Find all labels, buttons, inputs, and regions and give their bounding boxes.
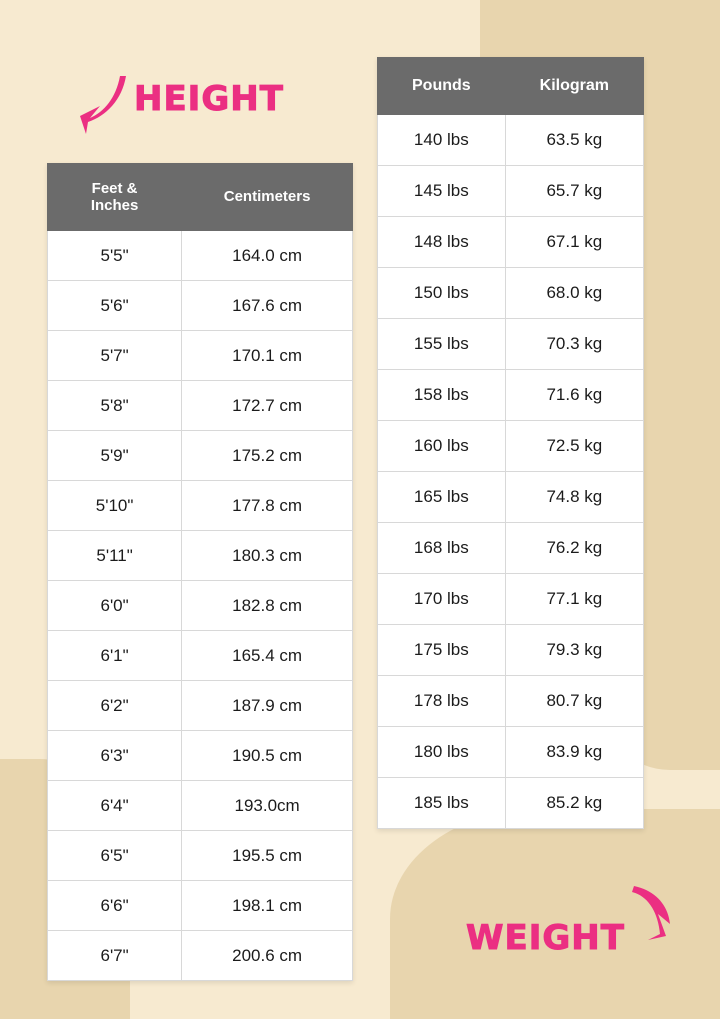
cell-centimeters: 167.6 cm	[182, 281, 353, 331]
cell-centimeters: 193.0cm	[182, 781, 353, 831]
cell-centimeters: 182.8 cm	[182, 581, 353, 631]
table-row	[48, 231, 353, 281]
table-row	[48, 931, 353, 981]
cell-pounds: 180 lbs	[378, 727, 506, 778]
table-row	[378, 268, 644, 319]
cell-centimeters: 177.8 cm	[182, 481, 353, 531]
cell-kilogram: 72.5 kg	[505, 421, 643, 472]
table-row	[378, 421, 644, 472]
cell-kilogram: 65.7 kg	[505, 166, 643, 217]
cell-centimeters: 165.4 cm	[182, 631, 353, 681]
cell-feet-inches: 6'4"	[48, 781, 182, 831]
cell-centimeters: 170.1 cm	[182, 331, 353, 381]
curved-arrow-icon-weight	[628, 884, 676, 951]
height-conversion-table	[47, 163, 353, 981]
table-row	[378, 472, 644, 523]
column-header-line2: Inches	[90, 197, 139, 214]
table-row	[48, 731, 353, 781]
column-header-pounds: Pounds	[378, 58, 506, 115]
table-header-row	[48, 164, 353, 231]
cell-centimeters: 164.0 cm	[182, 231, 353, 281]
table-row	[48, 681, 353, 731]
cell-kilogram: 80.7 kg	[505, 676, 643, 727]
cell-centimeters: 175.2 cm	[182, 431, 353, 481]
cell-pounds: 178 lbs	[378, 676, 506, 727]
cell-kilogram: 70.3 kg	[505, 319, 643, 370]
table-row	[48, 781, 353, 831]
table-row	[378, 676, 644, 727]
table-row	[378, 319, 644, 370]
cell-pounds: 158 lbs	[378, 370, 506, 421]
column-header-centimeters: Centimeters	[182, 164, 353, 231]
table-row	[48, 531, 353, 581]
table-row	[378, 115, 644, 166]
cell-centimeters: 200.6 cm	[182, 931, 353, 981]
cell-feet-inches: 6'5"	[48, 831, 182, 881]
table-row	[48, 381, 353, 431]
cell-pounds: 145 lbs	[378, 166, 506, 217]
table-row	[378, 370, 644, 421]
cell-pounds: 148 lbs	[378, 217, 506, 268]
table-header-row	[378, 58, 644, 115]
cell-centimeters: 195.5 cm	[182, 831, 353, 881]
column-header-feet-inches	[48, 164, 182, 231]
cell-feet-inches: 6'1"	[48, 631, 182, 681]
table-row	[378, 523, 644, 574]
cell-pounds: 168 lbs	[378, 523, 506, 574]
cell-pounds: 185 lbs	[378, 778, 506, 829]
cell-pounds: 160 lbs	[378, 421, 506, 472]
cell-centimeters: 172.7 cm	[182, 381, 353, 431]
column-header-line1: Feet &	[91, 179, 138, 197]
cell-pounds: 165 lbs	[378, 472, 506, 523]
cell-feet-inches: 5'9"	[48, 431, 182, 481]
cell-feet-inches: 5'8"	[48, 381, 182, 431]
table-row	[48, 881, 353, 931]
cell-centimeters: 198.1 cm	[182, 881, 353, 931]
cell-pounds: 170 lbs	[378, 574, 506, 625]
cell-kilogram: 77.1 kg	[505, 574, 643, 625]
cell-feet-inches: 5'6"	[48, 281, 182, 331]
cell-centimeters: 187.9 cm	[182, 681, 353, 731]
table-row	[48, 431, 353, 481]
cell-kilogram: 85.2 kg	[505, 778, 643, 829]
weight-section-label: WEIGHT	[466, 918, 625, 958]
cell-kilogram: 76.2 kg	[505, 523, 643, 574]
cell-kilogram: 74.8 kg	[505, 472, 643, 523]
cell-kilogram: 83.9 kg	[505, 727, 643, 778]
cell-feet-inches: 6'0"	[48, 581, 182, 631]
table-row	[378, 217, 644, 268]
weight-conversion-table	[377, 57, 644, 829]
table-row	[48, 331, 353, 381]
cell-kilogram: 67.1 kg	[505, 217, 643, 268]
table-row	[378, 625, 644, 676]
table-row	[48, 581, 353, 631]
cell-kilogram: 63.5 kg	[505, 115, 643, 166]
cell-kilogram: 79.3 kg	[505, 625, 643, 676]
table-row	[378, 166, 644, 217]
height-section-label: HEIGHT	[134, 79, 284, 119]
cell-feet-inches: 5'11"	[48, 531, 182, 581]
cell-centimeters: 180.3 cm	[182, 531, 353, 581]
table-row	[378, 727, 644, 778]
cell-feet-inches: 5'5"	[48, 231, 182, 281]
table-row	[48, 481, 353, 531]
cell-feet-inches: 5'10"	[48, 481, 182, 531]
cell-pounds: 175 lbs	[378, 625, 506, 676]
cell-pounds: 150 lbs	[378, 268, 506, 319]
cell-feet-inches: 6'3"	[48, 731, 182, 781]
cell-kilogram: 68.0 kg	[505, 268, 643, 319]
table-row	[378, 778, 644, 829]
table-row	[48, 631, 353, 681]
cell-kilogram: 71.6 kg	[505, 370, 643, 421]
cell-pounds: 140 lbs	[378, 115, 506, 166]
curved-arrow-icon	[72, 72, 128, 139]
cell-feet-inches: 6'7"	[48, 931, 182, 981]
table-row	[48, 281, 353, 331]
cell-centimeters: 190.5 cm	[182, 731, 353, 781]
table-row	[378, 574, 644, 625]
cell-feet-inches: 5'7"	[48, 331, 182, 381]
cell-feet-inches: 6'6"	[48, 881, 182, 931]
cell-pounds: 155 lbs	[378, 319, 506, 370]
table-row	[48, 831, 353, 881]
cell-feet-inches: 6'2"	[48, 681, 182, 731]
column-header-kilogram: Kilogram	[505, 58, 643, 115]
